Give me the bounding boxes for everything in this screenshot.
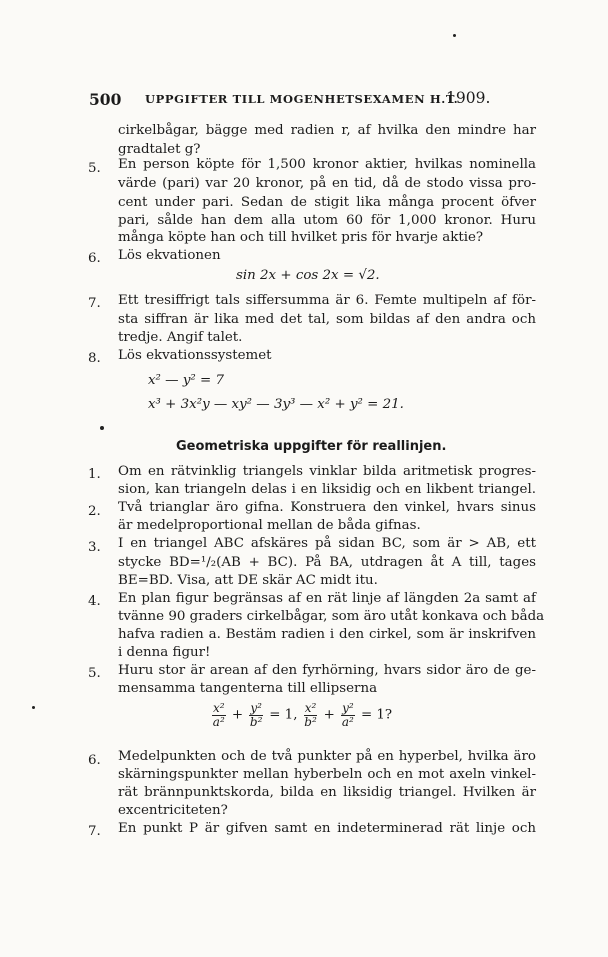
text-line: Lös ekvationssystemet bbox=[118, 348, 272, 363]
print-speck bbox=[32, 706, 35, 709]
text-line: hafva radien a. Bestäm radien i den cirkel, som är inskrifven bbox=[118, 627, 536, 642]
print-speck bbox=[100, 426, 104, 430]
text-line: Ett tresiffrigt tals siffersumma är 6. Femte multipeln af för- bbox=[118, 293, 536, 308]
problem-number: 2. bbox=[88, 504, 101, 519]
print-speck bbox=[453, 34, 456, 37]
text-line: mensamma tangenterna till ellipserna bbox=[118, 681, 378, 696]
text-line: rät brännpunktskorda, bilda en liksidig triangel. Hvilken är bbox=[118, 785, 536, 800]
text-line: värde (pari) var 20 kronor, på en tid, då de stodo vissa pro- bbox=[118, 176, 536, 191]
plus-sign: + bbox=[323, 707, 335, 723]
text-line: sta siffran är lika med det tal, som bildas af den andra och bbox=[118, 312, 536, 327]
text-line: i denna figur! bbox=[118, 645, 211, 660]
fraction: $\frac{\text{x²}}{\text{a²}}$ bbox=[212, 701, 225, 729]
text-line: En person köpte för 1,500 kronor aktier, hvilkas nominella bbox=[118, 157, 536, 172]
text-line: cent under pari. Sedan de stigit lika många procent öfver bbox=[118, 195, 536, 210]
problem-number: 7. bbox=[88, 296, 101, 311]
fraction: $\frac{\text{x²}}{\text{b²}}$ bbox=[304, 701, 317, 729]
equation-2: x³ + 3x²y — xy² — 3y³ — x² + y² = 21. bbox=[148, 397, 404, 412]
problem-number: 8. bbox=[88, 351, 101, 366]
text-line: Lös ekvationen bbox=[118, 248, 221, 263]
text-line: tredje. Angif talet. bbox=[118, 330, 243, 345]
equals-text: = 1? bbox=[360, 707, 393, 723]
text-line: Huru stor är arean af den fyrhörning, hvars sidor äro de ge- bbox=[118, 663, 536, 678]
header-year: 1909. bbox=[446, 89, 491, 107]
problem-number: 5. bbox=[88, 666, 101, 681]
text-line: gradtalet g? bbox=[118, 142, 201, 157]
equation-1: x² — y² = 7 bbox=[148, 373, 225, 388]
text-line: I en triangel ABC afskäres på sidan BC, som är > AB, ett bbox=[118, 536, 536, 551]
text-line: pari, sålde han dem alla utom 60 för 1,000 kronor. Huru bbox=[118, 213, 536, 228]
text-line: skärningspunkter mellan hyberbeln och en mot axeln vinkel- bbox=[118, 767, 536, 782]
problem-number: 7. bbox=[88, 824, 101, 839]
problem-number: 4. bbox=[88, 594, 101, 609]
page-number: 500 bbox=[89, 90, 122, 109]
fraction: $\frac{\text{y²}}{\text{b²}}$ bbox=[249, 701, 263, 729]
problem-number: 6. bbox=[88, 753, 101, 768]
text-line: cirkelbågar, bägge med radien r, af hvilka den mindre har bbox=[118, 123, 536, 138]
text-line: Medelpunkten och de två punkter på en hyperbel, hvilka äro bbox=[118, 749, 536, 764]
text-line: En plan figur begränsas af en rät linje af längden 2a samt af bbox=[118, 591, 536, 606]
text-line: Två trianglar äro gifna. Konstruera den vinkel, hvars sinus bbox=[118, 500, 536, 515]
equals-text: = 1, bbox=[269, 707, 298, 723]
text-line: excentriciteten? bbox=[118, 803, 228, 818]
equation: sin 2x + cos 2x = √2. bbox=[236, 268, 380, 283]
text-line: sion, kan triangeln delas i en liksidig och en likbent triangel. bbox=[118, 482, 536, 497]
text-line: många köpte han och till hvilket pris för hvarje aktie? bbox=[118, 230, 484, 245]
text-line: är medelproportional mellan de båda gifnas. bbox=[118, 518, 421, 533]
section-heading: Geometriska uppgifter för reallinjen. bbox=[176, 439, 447, 454]
problem-number: 6. bbox=[88, 251, 101, 266]
problem-number: 5. bbox=[88, 161, 101, 176]
problem-number: 1. bbox=[88, 467, 101, 482]
text-line: En punkt P är gifven samt en indeterminerad rät linje och bbox=[118, 821, 536, 836]
text-line: stycke BD=¹/₂(AB + BC). På BA, utdragen åt A till, tages bbox=[118, 555, 536, 570]
text-line: Om en rätvinklig triangels vinklar bilda aritmetisk progres- bbox=[118, 464, 536, 479]
ellipse-equations bbox=[210, 702, 392, 728]
running-title: UPPGIFTER TILL MOGENHETSEXAMEN H.T. bbox=[145, 92, 459, 106]
problem-number: 3. bbox=[88, 540, 101, 555]
fraction: $\frac{\text{y²}}{\text{a²}}$ bbox=[341, 701, 354, 729]
text-line: BE=BD. Visa, att DE skär AC midt itu. bbox=[118, 573, 378, 588]
plus-sign: + bbox=[231, 707, 244, 723]
text-line: tvänne 90 graders cirkelbågar, som äro utåt konkava och båda bbox=[118, 609, 545, 624]
